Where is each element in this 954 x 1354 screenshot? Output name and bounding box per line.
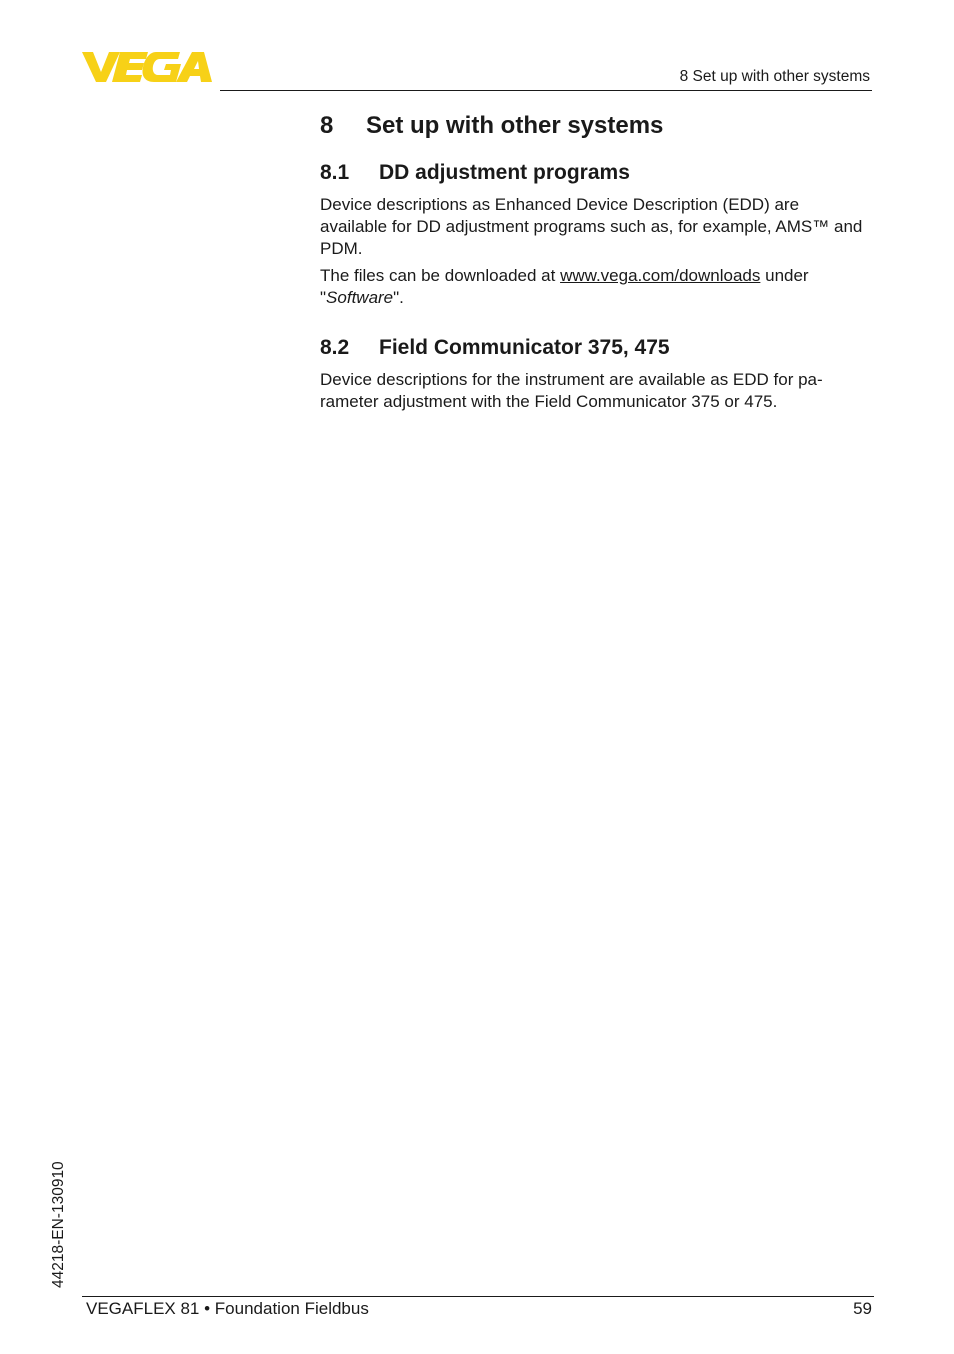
section-title: Field Communicator 375, 475 [379,335,670,359]
section-8-1 [320,158,865,309]
section-heading [320,333,865,363]
section-heading [320,158,865,188]
section-8-2 [320,333,865,413]
chapter-title: Set up with other systems [366,112,664,139]
section-title: DD adjustment programs [379,161,630,184]
main-content [320,110,865,437]
software-emphasis: Software [326,288,394,308]
document-code: 44218-EN-130910 [50,1161,67,1288]
footer-rule [82,1296,874,1297]
paragraph: Device descriptions as Enhanced Device Description (EDD) are available for DD adjustment programs such as, for example, AMS™ and PDM. [320,195,863,258]
paragraph [320,265,865,309]
paragraph-text: ". [393,288,404,308]
downloads-link[interactable]: www.vega.com/downloads [560,266,761,286]
paragraph: Device descriptions for the instrument are available as EDD for pa-rameter adjustment with the Field Communicator 375 or 475. [320,369,823,411]
page-number: 59 [853,1299,872,1318]
running-header: 8 Set up with other systems [679,68,870,85]
footer-product: VEGAFLEX 81 • Foundation Fieldbus [86,1299,369,1318]
vega-logo [82,50,212,84]
section-number: 8.2 [320,335,350,359]
chapter-heading [320,110,865,142]
header-rule [220,90,872,91]
paragraph-text: under " [320,266,809,308]
paragraph-text: The files can be downloaded at [320,266,561,286]
chapter-number: 8 [320,112,334,139]
section-number: 8.1 [320,161,350,184]
